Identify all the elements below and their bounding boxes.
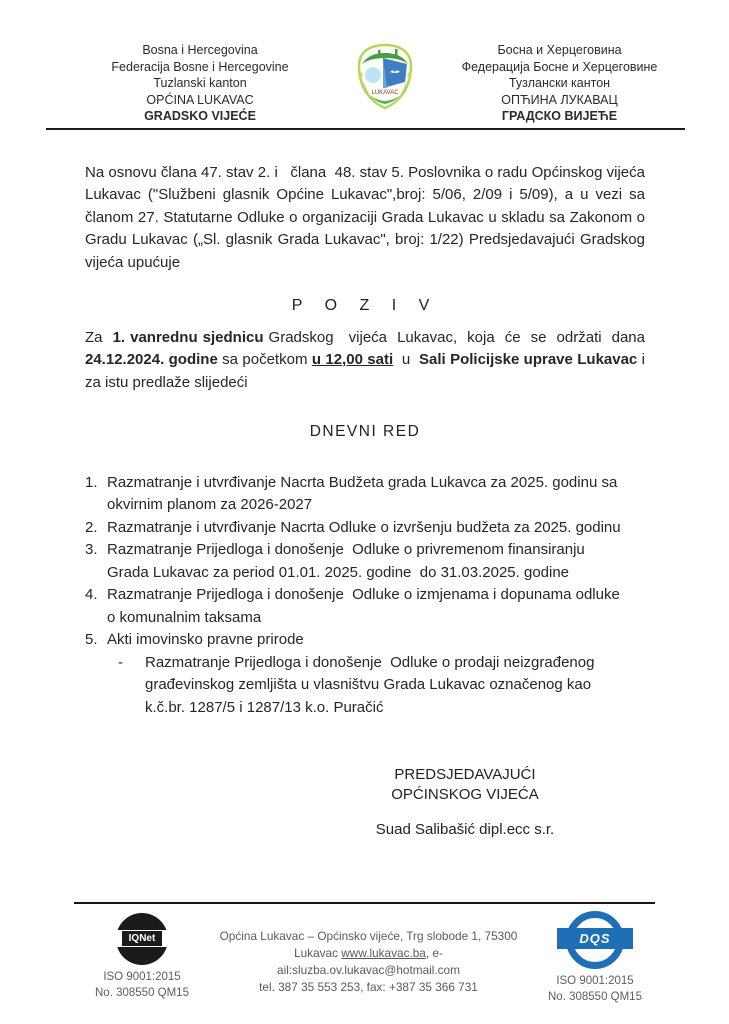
- invitation-segment: Gradskog vijeća Lukavac, koja će se održati dana: [263, 328, 650, 346]
- invitation-paragraph: [85, 327, 650, 395]
- coat-of-arms-label: LUKAVAC: [371, 90, 399, 96]
- letterhead-line: Босна и Херцеговина: [497, 43, 622, 57]
- agenda-sub-item: [118, 652, 645, 720]
- agenda-title: DNEVNI RED: [309, 423, 421, 440]
- iqnet-certificate: [66, 911, 218, 1001]
- agenda-item-number: 3.: [85, 541, 98, 558]
- invitation-segment-date: 24.12.2024. godine: [85, 351, 218, 368]
- agenda-sub-item-text: Razmatranje Prijedloga i donošenje Odluke o prodaji neizgrađenog građevinskog zemljišta u vlasništvu Grada Lukavac označenog kao k.č.br. 1287/5 i 1287/13 k.o. Puračić: [145, 653, 599, 716]
- header-divider: [46, 128, 685, 130]
- agenda-item: [85, 517, 645, 540]
- letterhead-line: OPĆINA LUKAVAC: [146, 92, 254, 107]
- iso-certificate-number: No. 308550 QM15: [95, 986, 189, 999]
- letterhead-line: Tuzlanski kanton: [153, 76, 247, 90]
- letterhead-right: [430, 42, 689, 125]
- agenda-item-text: Razmatranje Prijedloga i donošenje Odluke o izmjenama i dopunama odluke o komunalnim taksama: [107, 586, 624, 626]
- footer-contact-info: [218, 928, 519, 996]
- lukavac-coat-of-arms-icon: [340, 42, 430, 112]
- letterhead-line: ОПЋИНА ЛУКАВАЦ: [501, 92, 618, 107]
- footer-city: Lukavac: [294, 946, 342, 960]
- dqs-logo-icon: [566, 911, 624, 969]
- letterhead-left: [60, 42, 340, 125]
- iqnet-logo-text: IQNet: [122, 931, 163, 946]
- letterhead-line: Федерација Босне и Херцеговине: [461, 59, 658, 74]
- invitation-segment: i za istu predlaže slijedeći: [85, 351, 650, 391]
- document-footer: [0, 902, 729, 1005]
- footer-email: , e-ail:sluzba.ov.lukavac@hotmail.com: [277, 946, 460, 977]
- document-body: [0, 162, 729, 841]
- invitation-segment: Za: [85, 328, 113, 346]
- agenda-item-number: 2.: [85, 518, 98, 536]
- invitation-segment-session: 1. vanrednu sjednicu: [112, 328, 264, 346]
- iso-certification-line: ISO 9001:2015: [556, 975, 634, 987]
- agenda-item-text: Razmatranje i utvrđivanje Nacrta Odluke o izvršenju budžeta za 2025. godinu: [107, 518, 621, 536]
- agenda-list: [85, 472, 645, 720]
- letterhead-line: Тузлански кантон: [508, 76, 611, 90]
- agenda-sub-item-marker: -: [118, 653, 123, 671]
- agenda-item: [85, 629, 645, 652]
- letterhead-line: Bosna i Hercegovina: [142, 43, 258, 57]
- iqnet-logo-icon: [116, 913, 168, 965]
- footer-phone-line: tel. 387 35 553 253, fax: +387 35 366 731: [259, 980, 478, 994]
- agenda-item-text: Akti imovinsko pravne prirode: [107, 631, 304, 648]
- footer-address-line: Općina Lukavac – Općinsko vijeće, Trg slobode 1, 75300: [219, 929, 518, 943]
- document-title: P O Z I V: [291, 297, 439, 314]
- invitation-segment: u: [393, 351, 420, 368]
- agenda-item: [85, 584, 645, 629]
- invitation-segment: sa početkom: [217, 351, 312, 368]
- website-link[interactable]: www.lukavac.ba: [341, 946, 426, 960]
- footer-web-email-line: [218, 945, 519, 979]
- invitation-segment-time: u 12,00 sati: [311, 351, 394, 368]
- signature-name: Suad Salibašić dipl.ecc s.r.: [375, 821, 555, 838]
- dqs-logo-text: DQS: [579, 931, 611, 946]
- agenda-item-number: 1.: [85, 473, 98, 491]
- intro-paragraph: Na osnovu člana 47. stav 2. i člana 48. stav 5. Poslovnika o radu Općinskog vijeća Lukavac ("Službeni glasnik Općine Lukavac",broj: 5/06, 2/09 i 5/09), a u vezi sa članom 27. Statutarne Odluke o organizaciji Grada Lukavac u skladu sa Zakonom o Gradu Lukavac („Sl. glasnik Grada Lukavac", broj: 1/22) Predsjedavajući Gradskog vijeća upućuje: [85, 163, 650, 271]
- agenda-item-number: 4.: [85, 586, 98, 603]
- signature-title-line: PREDSJEDAVAJUĆI: [394, 766, 536, 783]
- iso-certificate-number: No. 308550 QM15: [548, 990, 642, 1003]
- dqs-certificate: [519, 911, 671, 1005]
- signature-title-line: OPĆINSKOG VIJEĆA: [391, 786, 539, 803]
- letterhead: [0, 0, 729, 125]
- agenda-item-text: Razmatranje i utvrđivanje Nacrta Budžeta grada Lukavca za 2025. godinu sa okvirnim planom za 2026-2027: [107, 473, 622, 513]
- agenda-item: [85, 539, 645, 584]
- agenda-item: [85, 472, 645, 517]
- agenda-item-text: Razmatranje Prijedloga i donošenje Odluke o privremenom finansiranju Grada Lukavac za period 01.01. 2025. godine do 31.03.2025. godine: [107, 541, 589, 581]
- signature-block: [349, 765, 581, 840]
- letterhead-line: Federacija Bosne i Hercegovine: [111, 59, 289, 74]
- invitation-segment-location: Sali Policijske uprave Lukavac: [419, 351, 638, 368]
- agenda-item-number: 5.: [85, 631, 98, 648]
- iso-certification-line: ISO 9001:2015: [103, 971, 181, 983]
- letterhead-line: ГРАДСКО ВИЈЕЋЕ: [501, 109, 618, 123]
- letterhead-line: GRADSKO VIJEĆE: [144, 109, 256, 123]
